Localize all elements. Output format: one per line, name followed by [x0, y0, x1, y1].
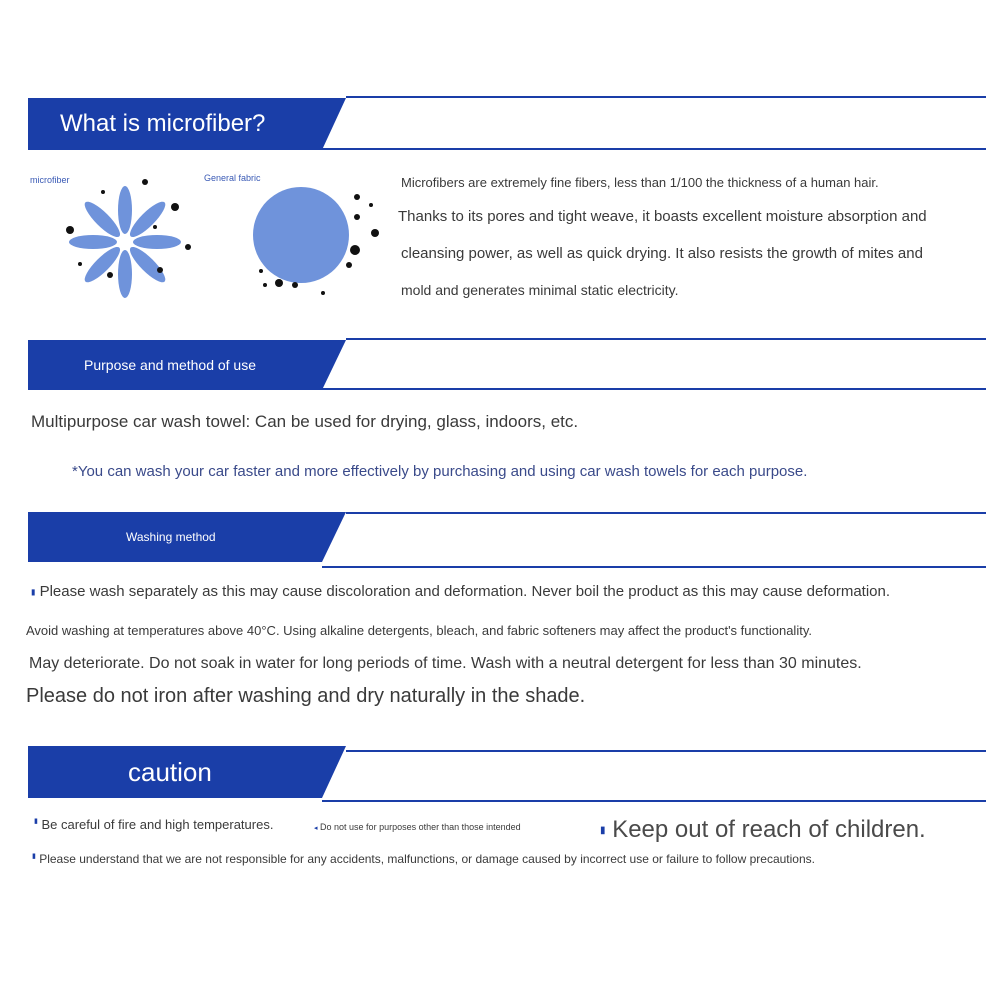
microfiber-line-3: cleansing power, as well as quick drying. It also resists the growth of mites and — [401, 245, 923, 262]
purpose-main-text: Multipurpose car wash towel: Can be used for drying, glass, indoors, etc. — [31, 412, 579, 431]
header-rule-top — [346, 512, 986, 514]
header-rule-top — [346, 338, 986, 340]
header-rule-bottom — [322, 566, 986, 568]
caution-item-fire-text: Be careful of fire and high temperatures. — [41, 817, 274, 832]
microfiber-caption: microfiber — [30, 175, 70, 185]
washing-line-4: Please do not iron after washing and dry naturally in the shade. — [26, 685, 586, 707]
bullet-mark: ▮ — [600, 825, 606, 837]
caution-item-responsibility — [32, 852, 815, 866]
washing-line-2: Avoid washing at temperatures above 40°C. Using alkaline detergents, bleach, and fabric softeners may affect the product's functionality. — [26, 623, 812, 638]
microfiber-illustration — [55, 172, 200, 300]
washing-line-3: May deteriorate. Do not soak in water for long periods of time. Wash with a neutral detergent for less than 30 minutes. — [29, 655, 862, 672]
microfiber-title: What is microfiber? — [60, 110, 266, 137]
microfiber-section-header — [28, 98, 986, 150]
caution-item-children-text: Keep out of reach of children. — [612, 816, 926, 843]
washing-line-1 — [31, 583, 890, 600]
bullet-mark: ▮ — [31, 587, 36, 597]
caution-section-header — [28, 746, 986, 798]
purpose-section-header — [28, 340, 986, 390]
header-rule-top — [346, 96, 986, 98]
general-fabric-illustration — [245, 185, 385, 305]
washing-section-header — [28, 512, 986, 562]
purpose-note: *You can wash your car faster and more effectively by purchasing and using car wash towels for each purpose. — [72, 463, 808, 480]
bullet-mark: ◂ — [314, 825, 318, 832]
caution-item-children — [600, 816, 926, 844]
washing-title: Washing method — [126, 530, 216, 544]
caution-title: caution — [128, 756, 212, 787]
purpose-title: Purpose and method of use — [84, 357, 257, 373]
washing-line-1-text: Please wash separately as this may cause discoloration and deformation. Never boil the product as this may cause deformation. — [39, 583, 891, 600]
bullet-mark: ▮ — [32, 853, 36, 860]
caution-item-purpose-text: Do not use for purposes other than those intended — [320, 822, 521, 832]
microfiber-line-1: Microfibers are extremely fine fibers, less than 1/100 the thickness of a human hair. — [401, 175, 879, 190]
bullet-mark: ▮ — [34, 818, 38, 825]
caution-item-fire — [34, 817, 273, 832]
general-fabric-caption: General fabric — [204, 173, 261, 183]
microfiber-line-4: mold and generates minimal static electricity. — [401, 282, 679, 298]
microfiber-line-2: Thanks to its pores and tight weave, it boasts excellent moisture absorption and — [398, 208, 927, 225]
caution-item-responsibility-text: Please understand that we are not responsible for any accidents, malfunctions, or damage caused by incorrect use or failure to follow precautions. — [39, 852, 815, 866]
header-rule-bottom — [322, 148, 986, 150]
caution-item-purpose — [314, 822, 521, 832]
header-rule-bottom — [322, 388, 986, 390]
header-rule-bottom — [322, 800, 986, 802]
header-rule-top — [346, 750, 986, 752]
